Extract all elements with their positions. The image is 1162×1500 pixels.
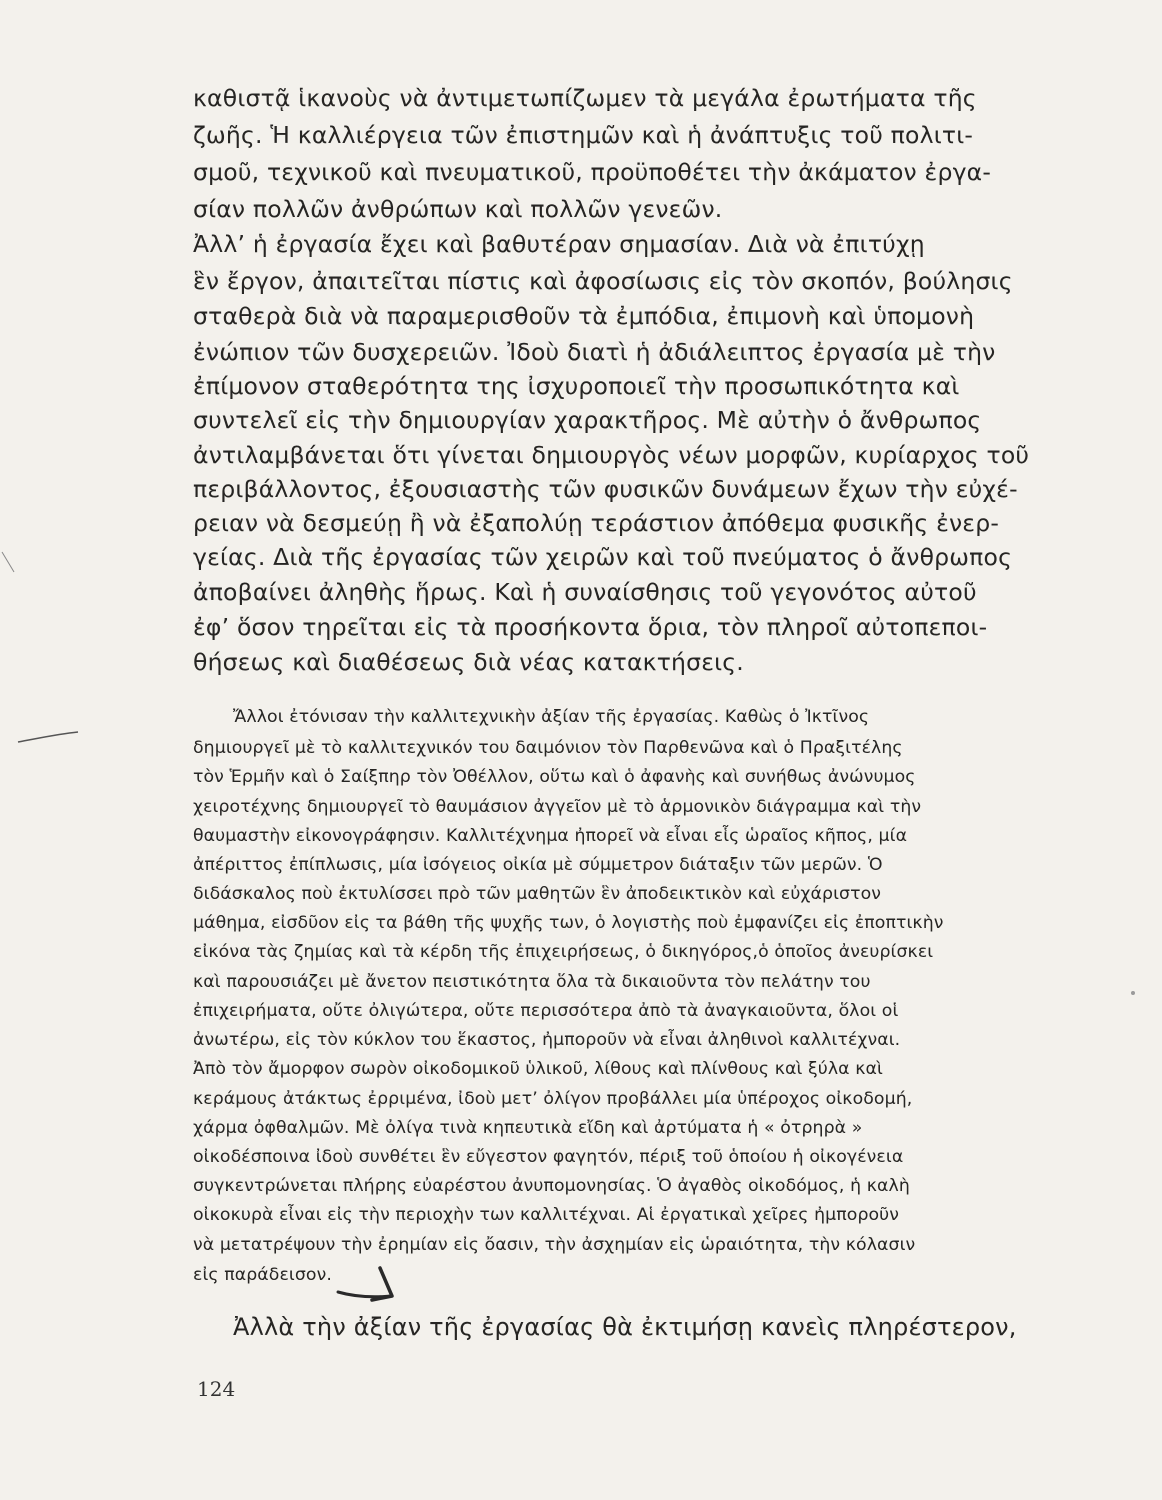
text-line: νὰ μετατρέψουν τὴν ἐρημίαν εἰς ὄασιν, τὴν ἀσχημίαν εἰς ὡραιότητα, τὴν κόλασιν — [193, 1235, 916, 1255]
text-line: καθιστᾷ ἱκανοὺς νὰ ἀντιμετωπίζωμεν τὰ μεγάλα ἐρωτήματα τῆς — [193, 84, 977, 112]
text-line: ἀπέριττος ἐπίπλωσις, μία ἰσόγειος οἰκία μὲ σύμμετρον διάταξιν τῶν μερῶν. Ὁ — [193, 855, 883, 875]
text-line: Ἄλλοι ἐτόνισαν τὴν καλλιτεχνικὴν ἀξίαν τῆς ἐργασίας. Καθὼς ὁ Ἰκτῖνος — [233, 707, 870, 727]
text-line: ζωῆς. Ἡ καλλιέργεια τῶν ἐπιστημῶν καὶ ἡ ἀνάπτυξις τοῦ πολιτι- — [193, 121, 974, 149]
text-line: θήσεως καὶ διαθέσεως διὰ νέας κατακτήσεις. — [193, 648, 744, 676]
text-line: σμοῦ, τεχνικοῦ καὶ πνευματικοῦ, προϋποθέτει τὴν ἀκάματον ἐργα- — [193, 158, 992, 186]
margin-mark-icon — [18, 732, 78, 742]
text-line: ἐπιχειρήματα, οὔτε ὀλιγώτερα, οὔτε περισσότερα ἀπὸ τὰ ἀναγκαιοῦντα, ὅλοι οἱ — [193, 1001, 899, 1021]
speck-icon — [1131, 991, 1135, 995]
text-line: ἀποβαίνει ἀληθὴς ἥρως. Καὶ ἡ συναίσθησις τοῦ γεγονότος αὐτοῦ — [193, 578, 977, 606]
text-line: συγκεντρώνεται πλήρης εὐαρέστου ἀνυπομονησίας. Ὁ ἀγαθὸς οἰκοδόμος, ἡ καλὴ — [193, 1176, 910, 1196]
text-line: εἰκόνα τὰς ζημίας καὶ τὰ κέρδη τῆς ἐπιχειρήσεως, ὁ δικηγόρος,ὁ ὁποῖος ἀνευρίσκει — [193, 942, 934, 962]
text-line: μάθημα, εἰσδῦον εἰς τα βάθη τῆς ψυχῆς των, ὁ λογιστὴς ποὺ ἐμφανίζει εἰς ἐποπτικὴν — [193, 913, 944, 933]
text-line: καὶ παρουσιάζει μὲ ἄνετον πειστικότητα ὅλα τὰ δικαιοῦντα τὸν πελάτην του — [193, 972, 871, 992]
text-line: σίαν πολλῶν ἀνθρώπων καὶ πολλῶν γενεῶν. — [193, 195, 723, 223]
handwritten-arrow-icon — [338, 1292, 392, 1297]
text-line: διδάσκαλος ποὺ ἐκτυλίσσει πρὸ τῶν μαθητῶν ἓν ἀποδεικτικὸν καὶ εὐχάριστον — [193, 884, 881, 904]
text-line: Ἀπὸ τὸν ἄμορφον σωρὸν οἰκοδομικοῦ ὑλικοῦ, λίθους καὶ πλίνθους καὶ ξύλα καὶ — [193, 1059, 883, 1079]
text-line: ἐφ’ ὅσον τηρεῖται εἰς τὰ προσήκοντα ὅρια, τὸν πληροῖ αὐτοπεποι- — [193, 613, 988, 641]
text-line: χάρμα ὀφθαλμῶν. Μὲ ὀλίγα τινὰ κηπευτικὰ εἴδη καὶ ἀρτύματα ἡ « ὀτρηρὰ » — [193, 1118, 863, 1138]
text-line: ἀντιλαμβάνεται ὅτι γίνεται δημιουργὸς νέων μορφῶν, κυρίαρχος τοῦ — [193, 441, 1030, 469]
margin-tick-icon — [2, 552, 14, 572]
text-line: ἐνώπιον τῶν δυσχερειῶν. Ἰδοὺ διατὶ ἡ ἀδιάλειπτος ἐργασία μὲ τὴν — [193, 338, 996, 366]
text-line: σταθερὰ διὰ νὰ παραμερισθοῦν τὰ ἐμπόδια, ἐπιμονὴ καὶ ὑπομονὴ — [193, 302, 975, 330]
text-line: εἰς παράδεισον. — [193, 1265, 332, 1285]
text-line: Ἀλλ’ ἡ ἐργασία ἔχει καὶ βαθυτέραν σημασίαν. Διὰ νὰ ἐπιτύχῃ — [193, 230, 925, 258]
text-line: ἐπίμονον σταθερότητα της ἰσχυροποιεῖ τὴν προσωπικότητα καὶ — [193, 372, 960, 400]
text-line: χειροτέχνης δημιουργεῖ τὸ θαυμάσιον ἀγγεῖον μὲ τὸ ἁρμονικὸν διάγραμμα καὶ τὴν — [193, 797, 922, 817]
text-line: ἓν ἔργον, ἀπαιτεῖται πίστις καὶ ἀφοσίωσις εἰς τὸν σκοπόν, βούλησις — [193, 267, 1013, 295]
text-line: γείας. Διὰ τῆς ἐργασίας τῶν χειρῶν καὶ τοῦ πνεύματος ὁ ἄνθρωπος — [193, 543, 1013, 571]
text-line: τὸν Ἑρμῆν καὶ ὁ Σαίξπηρ τὸν Ὀθέλλον, οὕτω καὶ ὁ ἀφανὴς καὶ συνήθως ἀνώνυμος — [193, 767, 916, 787]
page-number: 124 — [197, 1377, 236, 1401]
text-line: Ἀλλὰ τὴν ἀξίαν τῆς ἐργασίας θὰ ἐκτιμήσῃ κανεὶς πληρέστερον, — [233, 1313, 1017, 1341]
text-line: δημιουργεῖ μὲ τὸ καλλιτεχνικόν του δαιμόνιον τὸν Παρθενῶνα καὶ ὁ Πραξιτέλης — [193, 738, 903, 758]
text-line: συντελεῖ εἰς τὴν δημιουργίαν χαρακτῆρος. Μὲ αὐτὴν ὁ ἄνθρωπος — [193, 406, 982, 434]
text-line: θαυμαστὴν εἰκονογράφησιν. Καλλιτέχνημα ἠπορεῖ νὰ εἶναι εἷς ὡραῖος κῆπος, μία — [193, 826, 908, 846]
text-line: περιβάλλοντος, ἐξουσιαστὴς τῶν φυσικῶν δυνάμεων ἔχων τὴν εὐχέ- — [193, 475, 1018, 503]
text-line: οἰκοκυρὰ εἶναι εἰς τὴν περιοχὴν των καλλιτέχναι. Αἱ ἐργατικαὶ χεῖρες ἠμποροῦν — [193, 1205, 900, 1225]
text-line: ἀνωτέρω, εἰς τὸν κύκλον του ἕκαστος, ἠμποροῦν νὰ εἶναι ἀληθινοὶ καλλιτέχναι. — [193, 1030, 901, 1050]
text-line: ρειαν νὰ δεσμεύῃ ἢ νὰ ἐξαπολύῃ τεράστιον ἀπόθεμα φυσικῆς ἐνερ- — [193, 509, 999, 537]
text-line: οἰκοδέσποινα ἰδοὺ συνθέτει ἓν εὔγεστον φαγητόν, πέριξ τοῦ ὁποίου ἡ οἰκογένεια — [193, 1147, 904, 1167]
text-line: κεράμους ἀτάκτως ἐρριμένα, ἰδοὺ μετ’ ὀλίγον προβάλλει μία ὑπέροχος οἰκοδομή, — [193, 1089, 913, 1109]
